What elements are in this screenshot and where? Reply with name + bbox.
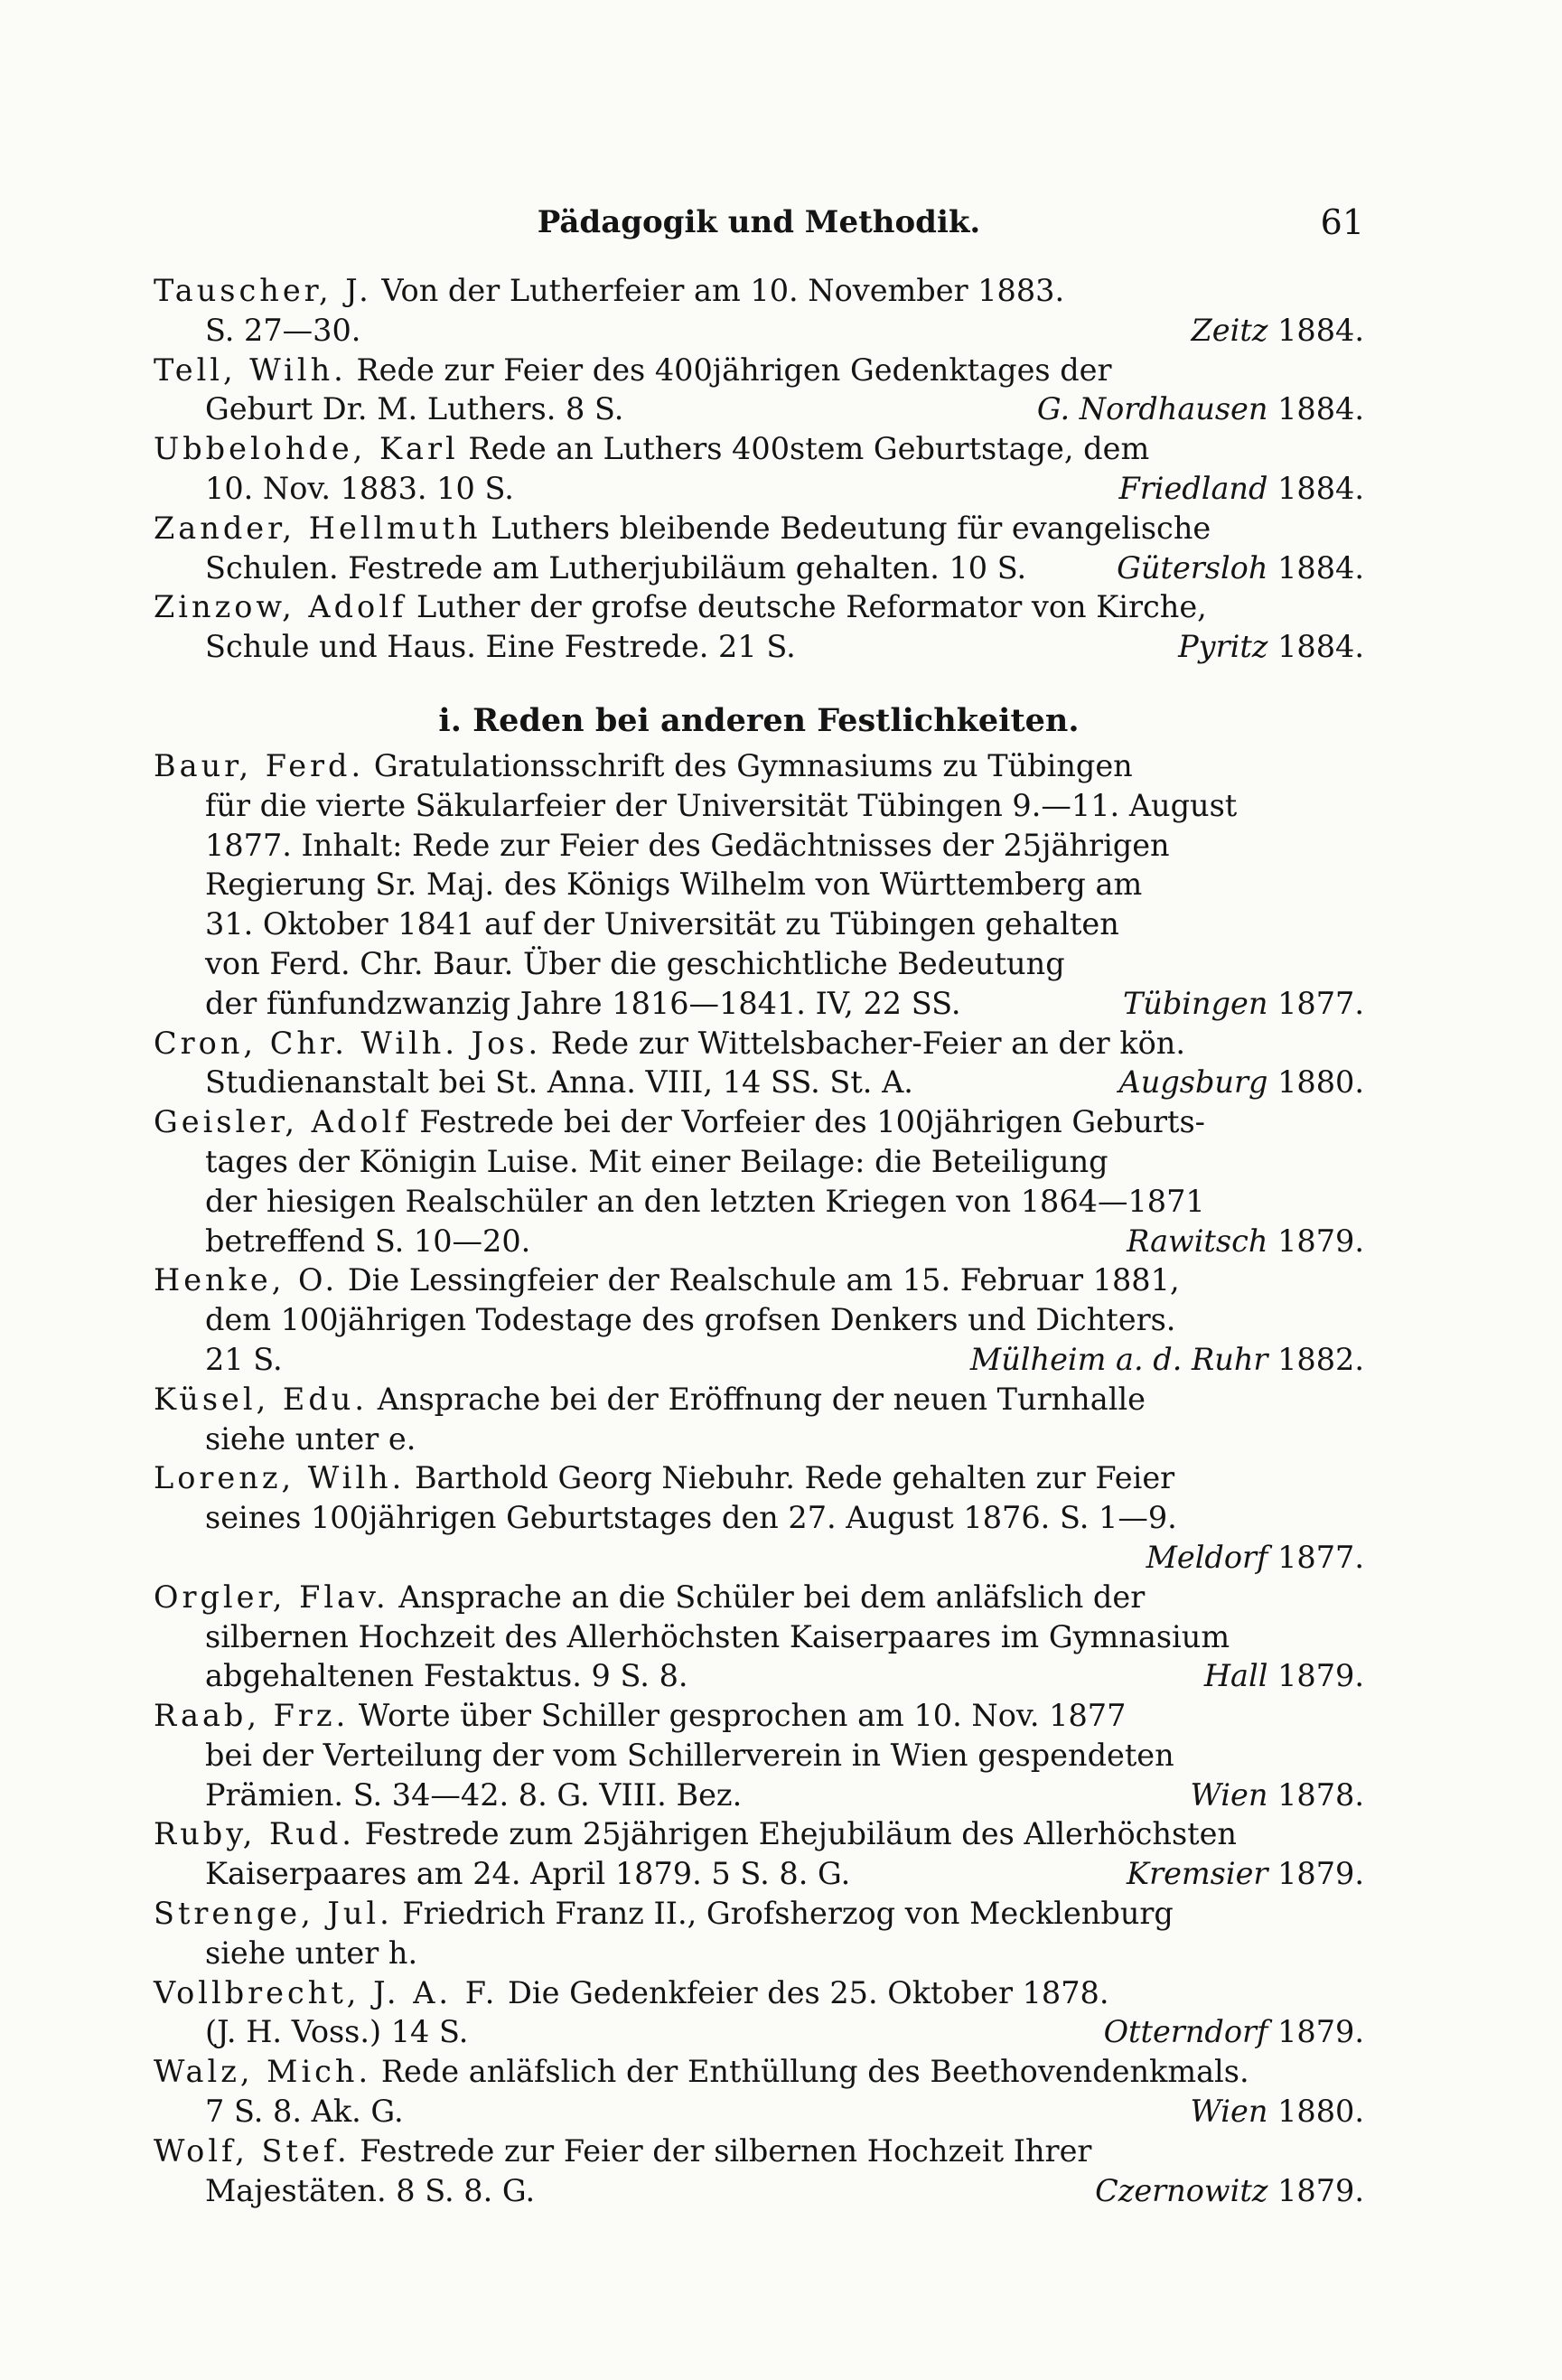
entry-place: Augsburg (1118, 1064, 1268, 1101)
entry-place: Kremsier (1127, 1856, 1268, 1892)
entry-text-line: Die Lessingfeier der Realschule am 15. Februar 1881, (347, 1262, 1180, 1298)
entry-place: Wien (1190, 2094, 1268, 2130)
entry-text-line: 10. Nov. 1883. 10 S. (205, 470, 514, 506)
entry-text-line: betreffend S. 10—20. (205, 1223, 531, 1259)
entry-year: 1880. (1277, 1064, 1364, 1101)
entry-imprint-line (154, 627, 1364, 667)
entry-imprint-line (154, 548, 1364, 588)
entry-first-line (154, 1973, 1364, 2013)
entry-year: 1880. (1277, 2094, 1364, 2130)
entry-imprint (1037, 389, 1364, 429)
bibliography-entry (154, 587, 1364, 667)
entry-text-line: Kaiserpaares am 24. April 1879. 5 S. 8. G. (205, 1856, 851, 1892)
entry-continuation-line (154, 1300, 1364, 1340)
entry-author: Cron, Chr. Wilh. Jos. (154, 1025, 542, 1061)
entry-author: Tauscher, J. (154, 273, 372, 308)
entry-imprint (1127, 1854, 1364, 1894)
bibliography-entry (154, 271, 1364, 351)
entry-first-line (154, 1814, 1364, 1854)
entry-first-line (154, 1260, 1364, 1300)
entry-first-line (154, 2052, 1364, 2092)
entry-imprint-line (154, 311, 1364, 351)
entry-continuation-line (154, 1617, 1364, 1657)
entry-imprint (1127, 1222, 1364, 1261)
entry-text-line: Festrede zur Feier der silbernen Hochzeit Ihrer (360, 2132, 1092, 2169)
entry-imprint-line (154, 1538, 1364, 1578)
bibliography-entry (154, 509, 1364, 588)
entry-year: 1884. (1277, 391, 1364, 427)
entry-first-line (154, 429, 1364, 469)
entry-text-line: Majestäten. 8 S. 8. G. (205, 2172, 536, 2208)
entry-year: 1884. (1277, 470, 1364, 506)
entry-imprint-line (154, 469, 1364, 509)
entry-year: 1877. (1277, 985, 1364, 1021)
entry-continuation-line (154, 786, 1364, 826)
entry-author: Ruby, Rud. (154, 1816, 355, 1852)
entry-place: Meldorf (1146, 1539, 1268, 1575)
entry-imprint (1095, 2171, 1364, 2211)
entry-imprint (1178, 627, 1364, 667)
entry-place: Otterndorf (1103, 2014, 1268, 2050)
entry-text-line: siehe unter e. (205, 1420, 416, 1457)
entry-first-line (154, 1380, 1364, 1420)
entry-author: Henke, O. (154, 1262, 339, 1298)
entry-year: 1879. (1277, 1223, 1364, 1259)
entry-author: Walz, Mich. (154, 2054, 372, 2090)
bibliography-entry (154, 2052, 1364, 2132)
entry-author: Wolf, Stef. (154, 2132, 351, 2169)
entry-author: Zander, Hellmuth (154, 510, 482, 546)
entry-author: Ubbelohde, Karl (154, 431, 459, 467)
entry-imprint (1123, 984, 1364, 1024)
bibliography-entry (154, 1102, 1364, 1260)
entry-continuation-line (154, 1420, 1364, 1459)
entry-imprint-line (154, 1222, 1364, 1261)
entry-year: 1882. (1277, 1341, 1364, 1377)
entry-first-line (154, 587, 1364, 627)
entry-imprint-line (154, 2171, 1364, 2211)
entry-place: Zeitz (1191, 312, 1268, 348)
entry-text-line: siehe unter h. (205, 1935, 418, 1971)
entry-first-line (154, 1578, 1364, 1617)
bibliography-list (154, 271, 1364, 2210)
bibliography-entry (154, 1380, 1364, 1459)
page-header (154, 201, 1364, 244)
entry-text-line: Schulen. Festrede am Lutherjubiläum gehalten. 10 S. (205, 549, 1027, 586)
entry-imprint (1117, 548, 1364, 588)
entry-text-line: Luther der grofse deutsche Reformator von Kirche, (416, 589, 1207, 625)
entry-text-line: Friedrich Franz II., Grofsherzog von Mecklenburg (402, 1896, 1174, 1932)
entry-continuation-line (154, 826, 1364, 866)
entry-text-line: abgehaltenen Festaktus. 9 S. 8. (205, 1658, 688, 1694)
entry-text-line: Luthers bleibende Bedeutung für evangelische (491, 510, 1211, 546)
entry-text-line: Rede zur Feier des 400jährigen Gedenktages der (356, 351, 1112, 388)
entry-text-line: Die Gedenkfeier des 25. Oktober 1878. (508, 1974, 1109, 2010)
entry-text-line: Rede an Luthers 400stem Geburtstage, dem (468, 431, 1150, 467)
entry-imprint (1190, 2092, 1364, 2132)
entry-imprint-line (154, 984, 1364, 1024)
entry-text-line: Geburt Dr. M. Luthers. 8 S. (205, 391, 624, 427)
bibliography-entry (154, 429, 1364, 509)
entry-text-line: seines 100jährigen Geburtstages den 27. August 1876. S. 1—9. (205, 1500, 1177, 1536)
bibliography-entry (154, 746, 1364, 1024)
entry-text-line: Festrede bei der Vorfeier des 100jährigen Geburts- (419, 1104, 1205, 1140)
entry-text-line: der fünfundzwanzig Jahre 1816—1841. IV, 22 SS. (205, 985, 961, 1021)
entry-imprint (1190, 1776, 1364, 1815)
entry-first-line (154, 271, 1364, 311)
entry-place: Mülheim a. d. Ruhr (969, 1341, 1268, 1377)
entry-author: Baur, Ferd. (154, 747, 365, 783)
bibliography-entry (154, 1458, 1364, 1577)
entry-continuation-line (154, 1498, 1364, 1538)
entry-author: Tell, Wilh. (154, 351, 347, 388)
bibliography-entry (154, 1696, 1364, 1814)
entry-continuation-line (154, 904, 1364, 944)
entry-imprint-line (154, 1063, 1364, 1102)
entry-imprint (1104, 2012, 1364, 2052)
entry-first-line (154, 351, 1364, 390)
entry-text-line: 21 S. (205, 1341, 283, 1377)
entry-year: 1884. (1277, 312, 1364, 348)
entry-first-line (154, 1458, 1364, 1498)
entry-text-line: Prämien. S. 34—42. 8. G. VIII. Bez. (205, 1776, 743, 1813)
entry-text-line: Rede zur Wittelsbacher-Feier an der kön. (550, 1025, 1186, 1061)
entry-text-line: silbernen Hochzeit des Allerhöchsten Kaiserpaares im Gymnasium (205, 1618, 1230, 1654)
entry-imprint-line (154, 2012, 1364, 2052)
entry-imprint-line (154, 389, 1364, 429)
entry-year: 1879. (1277, 1658, 1364, 1694)
entry-place: Czernowitz (1095, 2172, 1268, 2208)
entry-place: Gütersloh (1117, 549, 1268, 586)
entry-imprint-line (154, 2092, 1364, 2132)
entry-author: Lorenz, Wilh. (154, 1460, 406, 1496)
section-heading: i. Reden bei anderen Festlichkeiten. (438, 701, 1080, 739)
page-number: 61 (1320, 202, 1364, 242)
entry-first-line (154, 1024, 1364, 1064)
entry-text-line: 31. Oktober 1841 auf der Universität zu Tübingen gehalten (205, 906, 1119, 942)
entry-author: Strenge, Jul. (154, 1896, 393, 1932)
entry-author: Raab, Frz. (154, 1698, 350, 1734)
entry-text-line: bei der Verteilung der vom Schillerverein in Wien gespendeten (205, 1737, 1174, 1773)
entry-year: 1877. (1277, 1539, 1364, 1575)
entry-place: Hall (1203, 1658, 1268, 1694)
entry-text-line: (J. H. Voss.) 14 S. (205, 2014, 469, 2050)
entry-text-line: Ansprache an die Schüler bei dem anläfslich der (398, 1579, 1146, 1615)
entry-text-line: 7 S. 8. Ak. G. (205, 2094, 404, 2130)
bibliography-entry (154, 1894, 1364, 1973)
entry-imprint (1119, 1063, 1364, 1102)
entry-continuation-line (154, 1736, 1364, 1776)
entry-text-line: tages der Königin Luise. Mit einer Beilage: die Beteiligung (205, 1143, 1108, 1179)
entry-text-line: Gratulationsschrift des Gymnasiums zu Tübingen (373, 747, 1133, 783)
entry-imprint-line (154, 1776, 1364, 1815)
entry-year: 1879. (1277, 2014, 1364, 2050)
entry-place: Tübingen (1122, 985, 1268, 1021)
entry-place: Friedland (1118, 470, 1268, 506)
entry-text-line: für die vierte Säkularfeier der Universität Tübingen 9.—11. August (205, 787, 1238, 823)
bibliography-entry (154, 351, 1364, 430)
entry-author: Orgler, Flav. (154, 1579, 389, 1615)
entry-place: Rawitsch (1127, 1223, 1268, 1259)
entry-text-line: S. 27—30. (205, 312, 361, 348)
entry-continuation-line (154, 944, 1364, 984)
entry-place: Wien (1190, 1776, 1268, 1813)
entry-text-line: Von der Lutherfeier am 10. November 1883. (381, 273, 1065, 308)
entry-imprint-line (154, 1854, 1364, 1894)
entry-imprint-line (154, 1656, 1364, 1696)
entry-imprint (970, 1340, 1364, 1380)
bibliography-entry (154, 2132, 1364, 2211)
bibliography-entry (154, 1814, 1364, 1894)
entries-before-section (154, 271, 1364, 667)
entry-continuation-line (154, 1934, 1364, 1973)
entry-imprint (1118, 469, 1364, 509)
entry-continuation-line (154, 1142, 1364, 1182)
bibliography-entry (154, 1578, 1364, 1696)
entry-imprint (1192, 311, 1365, 351)
entry-first-line (154, 2132, 1364, 2171)
entry-text-line: dem 100jährigen Todestage des grofsen Denkers und Dichters. (205, 1302, 1176, 1338)
entry-author: Zinzow, Adolf (154, 589, 407, 625)
entry-text-line: von Ferd. Chr. Baur. Über die geschichtliche Bedeutung (205, 945, 1065, 981)
entry-year: 1884. (1277, 629, 1364, 665)
entry-continuation-line (154, 865, 1364, 904)
bibliography-entry (154, 1973, 1364, 2053)
entry-text-line: 1877. Inhalt: Rede zur Feier des Gedächtnisses der 25jährigen (205, 827, 1170, 863)
entry-author: Geisler, Adolf (154, 1104, 410, 1140)
entry-first-line (154, 746, 1364, 786)
entry-imprint (1146, 1538, 1364, 1578)
entry-text-line: Worte über Schiller gesprochen am 10. Nov. 1877 (358, 1698, 1127, 1734)
running-title: Pädagogik und Methodik. (537, 204, 981, 240)
entry-text-line: der hiesigen Realschüler an den letzten Kriegen von 1864—1871 (205, 1183, 1205, 1219)
entry-text-line: Ansprache bei der Eröffnung der neuen Turnhalle (377, 1381, 1146, 1417)
entry-place: Pyritz (1178, 629, 1268, 665)
entry-author: Vollbrecht, J. A. F. (154, 1974, 499, 2010)
entry-text-line: Schule und Haus. Eine Festrede. 21 S. (205, 629, 796, 665)
entry-year: 1879. (1277, 2172, 1364, 2208)
entries-after-section (154, 746, 1364, 2210)
entry-first-line (154, 1102, 1364, 1142)
entry-text-line: Barthold Georg Niebuhr. Rede gehalten zur Feier (414, 1460, 1175, 1496)
entry-first-line (154, 1894, 1364, 1934)
entry-first-line (154, 509, 1364, 548)
entry-year: 1879. (1277, 1856, 1364, 1892)
entry-imprint (1204, 1656, 1364, 1696)
entry-text-line: Studienanstalt bei St. Anna. VIII, 14 SS. St. A. (205, 1064, 913, 1101)
entry-place: G. Nordhausen (1036, 391, 1268, 427)
entry-continuation-line (154, 1182, 1364, 1222)
bibliography-entry (154, 1260, 1364, 1379)
entry-year: 1884. (1277, 549, 1364, 586)
entry-first-line (154, 1696, 1364, 1736)
entry-text-line: Regierung Sr. Maj. des Königs Wilhelm von Württemberg am (205, 867, 1143, 903)
entry-imprint-line (154, 1340, 1364, 1380)
entry-text-line: Festrede zum 25jährigen Ehejubiläum des Allerhöchsten (364, 1816, 1238, 1852)
entry-text-line: Rede anläfslich der Enthüllung des Beethovendenkmals. (380, 2054, 1249, 2090)
entry-author: Küsel, Edu. (154, 1381, 369, 1417)
bibliography-entry (154, 1024, 1364, 1103)
entry-year: 1878. (1277, 1776, 1364, 1813)
